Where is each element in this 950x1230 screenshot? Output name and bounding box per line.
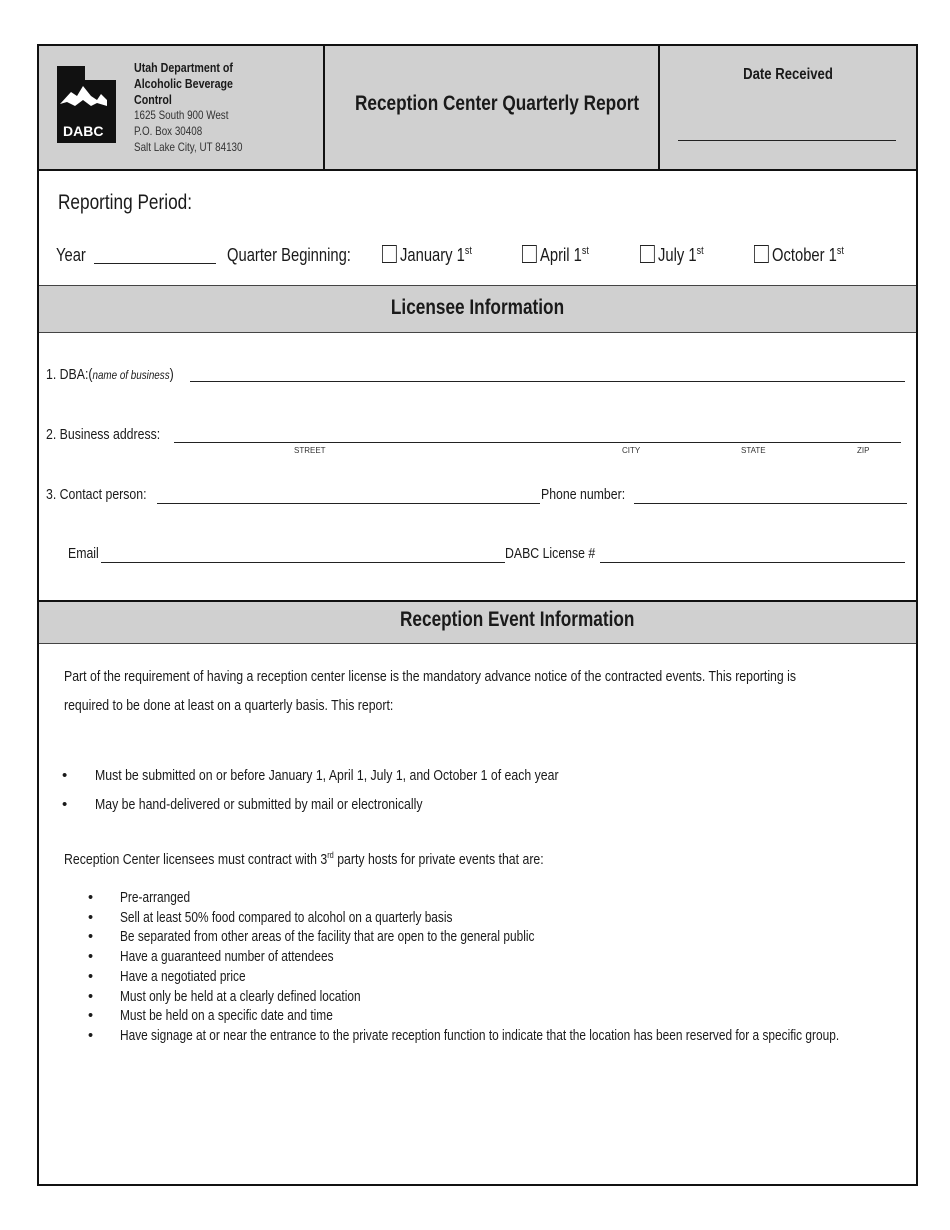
label: ): [169, 366, 174, 383]
quarter-label-text: January 1: [400, 245, 465, 265]
heading-text: Reception Event Information: [400, 608, 635, 631]
dabc-logo-icon: [57, 66, 119, 144]
report-title: Reception Center Quarterly Report: [354, 92, 640, 115]
org-name-line: Alcoholic Beverage: [134, 76, 233, 91]
date-received-label: Date Received: [743, 66, 833, 83]
license-field[interactable]: [600, 562, 905, 563]
requirements-list: [88, 889, 908, 1067]
requirement-text: Sell at least 50% food compared to alcohol on a quarterly basis: [120, 909, 453, 926]
bullet-text: Must be submitted on or before January 1, April 1, July 1, and October 1 of each year: [95, 767, 559, 784]
checkbox[interactable]: [522, 245, 537, 263]
contact-person-field[interactable]: [157, 503, 540, 504]
text: Reception Center licensees must contract with 3: [64, 851, 328, 868]
requirement-text: Have signage at or near the entrance to the private reception function to indicate that the location has been reserved for a specific group.: [120, 1027, 840, 1044]
requirement-item: • Must only be held at a clearly defined location: [88, 988, 908, 1008]
bullet-item: • Must be submitted on or before January 1, April 1, July 1, and October 1 of each year: [62, 761, 67, 790]
dba-label: [46, 366, 174, 383]
phone-field[interactable]: [634, 503, 907, 504]
divider: [323, 46, 325, 170]
requirement-text: Be separated from other areas of the facility that are open to the general public: [120, 929, 535, 946]
quarter-label-text: July 1: [658, 245, 697, 265]
org-address: [134, 107, 266, 155]
requirement-item: • Pre-arranged: [88, 889, 908, 909]
quarter-january[interactable]: [382, 245, 472, 266]
org-name: [134, 60, 255, 108]
hint: name of business: [92, 368, 170, 382]
svg-text:DABC: DABC: [63, 123, 104, 139]
label: 1. DBA:(: [46, 366, 93, 383]
divider: [658, 46, 660, 170]
date-received-field[interactable]: [678, 140, 896, 141]
event-heading: [400, 608, 686, 632]
requirement-item: • Be separated from other areas of the facility that are open to the general public: [88, 928, 908, 948]
contact-person-label: 3. Contact person:: [46, 486, 147, 503]
street-caption: STREET: [294, 446, 326, 455]
requirement-item: • Have signage at or near the entrance to the private reception function to indicate that the location has been reserved for a specific group.: [88, 1027, 908, 1067]
sup: st: [464, 245, 472, 257]
city-caption: CITY: [622, 446, 641, 455]
year-label: Year: [56, 245, 86, 265]
bullet-item: • May be hand-delivered or submitted by mail or electronically: [62, 790, 67, 819]
quarter-label-text: October 1: [772, 245, 837, 265]
report-bullets: [62, 761, 559, 819]
requirement-text: Have a negotiated price: [120, 968, 246, 985]
checkbox[interactable]: [754, 245, 769, 263]
address-line: P.O. Box 30408: [134, 124, 203, 138]
sup: rd: [327, 850, 334, 860]
requirement-item: • Have a negotiated price: [88, 968, 908, 988]
requirement-item: • Must be held on a specific date and time: [88, 1007, 908, 1027]
intro-line: required to be done at least on a quarterly basis. This report:: [64, 697, 394, 714]
address-line: Salt Lake City, UT 84130: [134, 140, 243, 154]
quarter-label: Quarter Beginning:: [227, 245, 351, 265]
sup: st: [696, 245, 704, 257]
address-line: 1625 South 900 West: [134, 108, 229, 122]
state-caption: STATE: [741, 446, 766, 455]
text: party hosts for private events that are:: [333, 851, 544, 868]
quarter-october[interactable]: [754, 245, 844, 266]
sup: st: [836, 245, 844, 257]
zip-caption: ZIP: [857, 446, 870, 455]
heading-text: Licensee Information: [390, 296, 565, 319]
sup: st: [581, 245, 589, 257]
requirement-text: Pre-arranged: [120, 890, 191, 906]
requirement-text: Have a guaranteed number of attendees: [120, 949, 334, 966]
requirement-text: Must be held on a specific date and time: [120, 1008, 333, 1025]
quarter-april[interactable]: [522, 245, 589, 266]
org-name-line: Utah Department of: [134, 60, 233, 75]
email-label: Email: [68, 545, 99, 562]
requirement-item: • Have a guaranteed number of attendees: [88, 948, 908, 968]
bullet-text: May be hand-delivered or submitted by mail or electronically: [95, 796, 423, 813]
quarter-july[interactable]: [640, 245, 704, 266]
year-field[interactable]: [94, 263, 216, 264]
email-field[interactable]: [101, 562, 505, 563]
contract-text: [64, 850, 544, 868]
requirement-item: • Sell at least 50% food compared to alcohol on a quarterly basis: [88, 909, 908, 929]
dba-field[interactable]: [190, 381, 905, 382]
license-label: DABC License #: [505, 545, 596, 562]
checkbox[interactable]: [640, 245, 655, 263]
org-name-line: Control: [134, 92, 172, 107]
business-address-label: 2. Business address:: [46, 426, 161, 443]
requirement-text: Must only be held at a clearly defined location: [120, 988, 361, 1005]
intro-line: Part of the requirement of having a reception center license is the mandatory advance notice of the contracted events. This reporting is: [64, 668, 797, 685]
reporting-period-label: Reporting Period:: [58, 191, 193, 214]
checkbox[interactable]: [382, 245, 397, 263]
quarter-label-text: April 1: [540, 245, 582, 265]
business-address-field[interactable]: [174, 442, 901, 443]
phone-label: Phone number:: [541, 486, 626, 503]
licensee-heading: [118, 296, 837, 320]
